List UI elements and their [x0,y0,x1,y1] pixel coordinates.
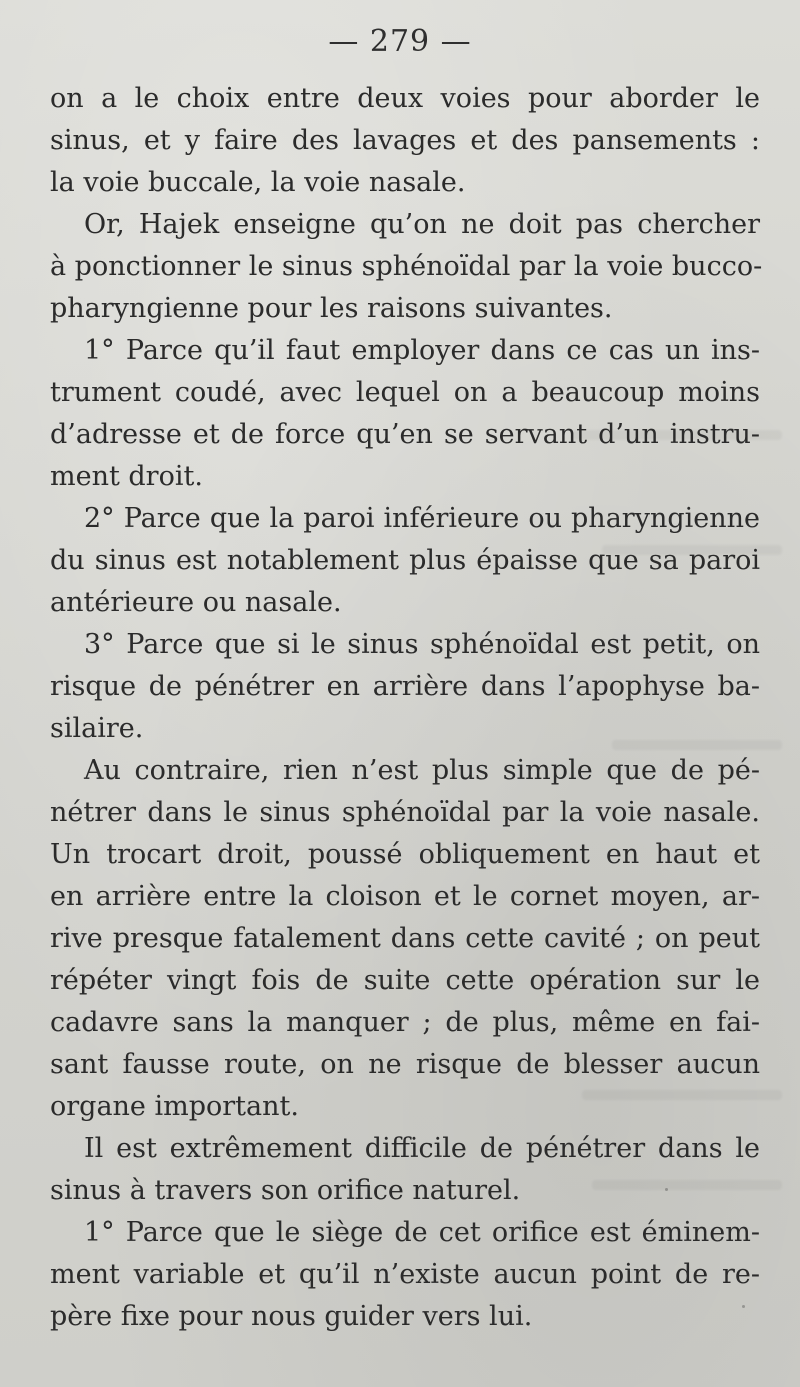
text-line: silaire. [50,713,144,744]
text-line: on a le choix entre deux voies pour aborder le [50,83,760,114]
text-line: Au contraire, rien n’est plus simple que de pé- [84,755,760,786]
text-line: 1° Parce qu’il faut employer dans ce cas un ins- [84,335,760,366]
text-line: 3° Parce que si le sinus sphénoïdal est petit, on [84,629,760,660]
text-line: sinus à travers son orifice naturel. [50,1175,521,1206]
text-line: répéter vingt fois de suite cette opération sur le [50,965,760,996]
text-line: ment droit. [50,461,203,492]
text-line: cadavre sans la manquer ; de plus, même en fai- [50,1007,760,1038]
text-line: 1° Parce que le siège de cet orifice est éminem- [84,1217,760,1248]
text-line: organe important. [50,1091,299,1122]
text-line: à ponctionner le sinus sphénoïdal par la voie bucco- [50,251,763,282]
text-line: trument coudé, avec lequel on a beaucoup moins [50,377,760,408]
body-text [50,78,763,1338]
text-line: risque de pénétrer en arrière dans l’apophyse ba- [50,671,760,702]
page-number: — 279 — [328,24,472,59]
text-line: ment variable et qu’il n’existe aucun point de re- [50,1259,760,1290]
text-line: d’adresse et de force qu’en se servant d’un instru- [50,419,760,450]
text-line: rive presque fatalement dans cette cavité ; on peut [50,923,760,954]
text-line: la voie buccale, la voie nasale. [50,167,466,198]
text-line: Or, Hajek enseigne qu’on ne doit pas chercher [84,209,760,240]
text-line: Un trocart droit, poussé obliquement en haut et [50,839,760,870]
text-line: père fixe pour nous guider vers lui. [50,1301,533,1332]
text-line: pharyngienne pour les raisons suivantes. [50,293,613,324]
text-line: en arrière entre la cloison et le cornet moyen, ar- [50,881,760,912]
text-line: nétrer dans le sinus sphénoïdal par la voie nasale. [50,797,760,828]
text-line: du sinus est notablement plus épaisse que sa paroi [50,545,760,576]
text-line: sant fausse route, on ne risque de blesser aucun [50,1049,760,1080]
text-line: Il est extrêmement difficile de pénétrer dans le [84,1133,760,1164]
text-line: antérieure ou nasale. [50,587,342,618]
text-line: 2° Parce que la paroi inférieure ou pharyngienne [84,503,760,534]
text-line: sinus, et y faire des lavages et des pansements : [50,125,760,156]
